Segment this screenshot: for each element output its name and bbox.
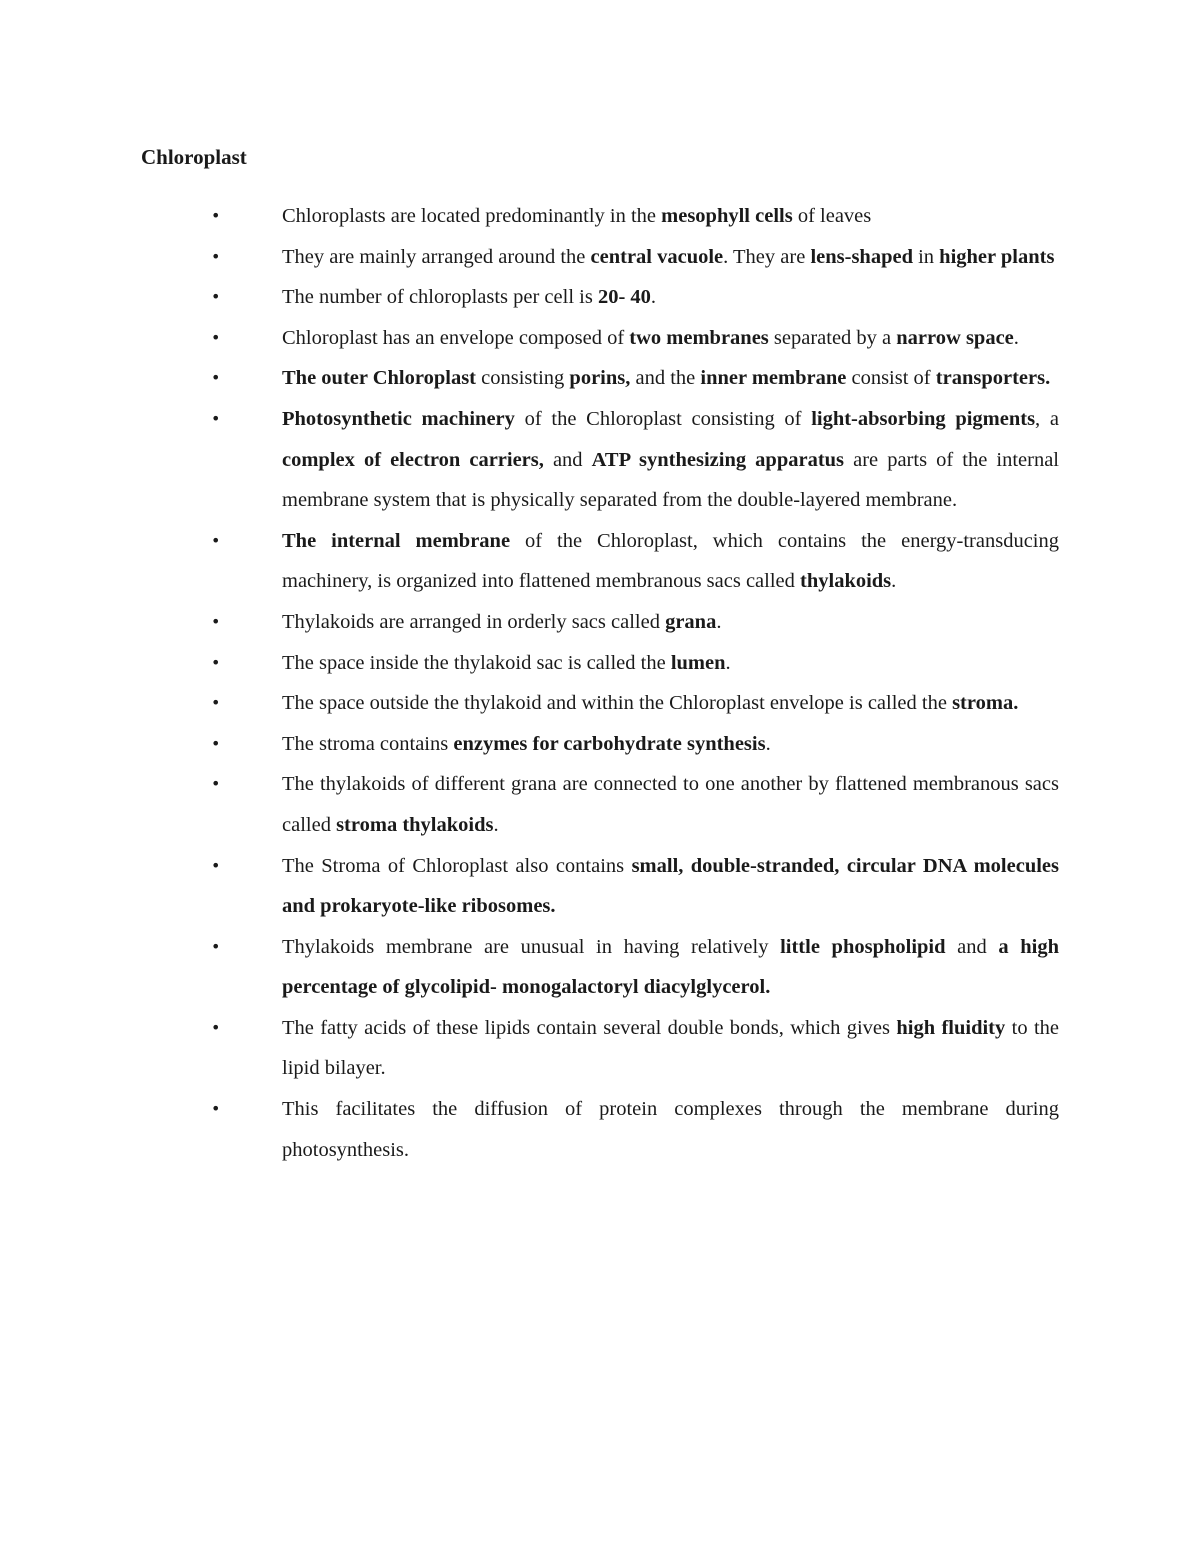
bullet-marker: • <box>211 1017 221 1037</box>
bullet-marker: • <box>211 855 221 875</box>
bullet-text <box>282 692 1018 714</box>
list-item <box>0 196 1059 237</box>
bold-term: a high percentage of glycolipid- monogalactoryl diacylglycerol. <box>282 935 1059 999</box>
bullet-text <box>282 773 1059 836</box>
text-run: . They are <box>723 245 811 268</box>
text-run: The space outside the thylakoid and within the Chloroplast envelope is called the <box>282 692 953 715</box>
text-run: and <box>945 935 999 958</box>
list-item <box>0 602 1059 643</box>
bold-term: The outer Chloroplast <box>282 367 477 390</box>
bold-term: enzymes for carbohydrate synthesis <box>453 732 766 755</box>
text-run: are parts of the internal membrane system that is physically separated from the double-layered membrane. <box>282 448 1059 512</box>
text-run: . <box>716 610 722 633</box>
list-item <box>0 643 1059 684</box>
bullet-text <box>282 286 656 308</box>
text-run: Thylakoids are arranged in orderly sacs called <box>282 610 666 633</box>
bold-term: small, double-stranded, circular DNA molecules and prokaryote-like ribosomes. <box>282 854 1059 918</box>
bold-term: central vacuole <box>590 245 724 268</box>
bold-term: stroma. <box>952 692 1019 715</box>
bullet-text <box>282 611 721 633</box>
text-run: of the Chloroplast consisting of <box>514 407 812 430</box>
bullet-text <box>282 652 731 674</box>
bullet-marker: • <box>211 246 221 266</box>
bullet-marker: • <box>211 327 221 347</box>
bullet-marker: • <box>211 652 221 672</box>
bullet-text <box>282 530 1059 593</box>
text-run: . <box>650 286 657 309</box>
bullet-marker: • <box>211 206 221 225</box>
bold-term: thylakoids <box>800 570 892 593</box>
bold-term: 20- 40 <box>597 286 651 309</box>
bold-term: high fluidity <box>896 1016 1006 1039</box>
bullet-text <box>282 1017 1059 1080</box>
bold-term: complex of electron carriers, <box>282 448 544 471</box>
bold-term: stroma thylakoids <box>336 813 494 836</box>
bullet-text <box>282 936 1059 999</box>
text-run: consist of <box>846 367 936 390</box>
text-run: . <box>493 813 499 836</box>
bold-term: transporters. <box>935 367 1051 390</box>
text-run: The number of chloroplasts per cell is <box>282 286 598 309</box>
bullet-marker: • <box>211 693 221 713</box>
list-item <box>0 1089 1059 1170</box>
text-run: Chloroplast has an envelope composed of <box>282 326 630 349</box>
bold-term: lumen <box>670 651 726 674</box>
list-item <box>0 358 1059 399</box>
list-item <box>0 764 1059 845</box>
text-run: The thylakoids of different grana are connected to one another by flattened membranous sacs called <box>282 773 1059 836</box>
bullet-marker: • <box>211 733 221 753</box>
bullet-marker: • <box>211 408 221 428</box>
bold-term: The internal membrane <box>282 529 511 552</box>
bold-term: inner membrane <box>700 367 847 390</box>
list-item <box>0 399 1059 521</box>
bullet-text <box>282 855 1059 918</box>
bullet-marker: • <box>211 530 221 550</box>
list-item <box>0 521 1059 602</box>
bullet-marker: • <box>211 368 221 388</box>
bullet-marker: • <box>211 774 221 794</box>
text-run: . <box>1013 326 1019 349</box>
list-item <box>0 318 1059 359</box>
page-title: Chloroplast <box>141 145 247 169</box>
list-item <box>0 846 1059 927</box>
bullet-marker: • <box>211 1099 221 1119</box>
bold-term: two membranes <box>629 326 769 349</box>
text-run: Chloroplasts are located predominantly in the <box>282 205 662 227</box>
bullet-text <box>282 733 771 755</box>
list-item <box>0 724 1059 765</box>
text-run: The space inside the thylakoid sac is called the <box>282 651 671 674</box>
text-run: This facilitates the diffusion of protein complexes through the membrane during photosynthesis. <box>282 1098 1059 1161</box>
text-run: separated by a <box>768 326 897 349</box>
bullet-text <box>282 1098 1059 1161</box>
bold-term: grana <box>665 610 717 633</box>
list-item <box>0 683 1059 724</box>
text-run: , a <box>1035 407 1059 430</box>
bullet-text <box>282 367 1050 389</box>
text-run: Thylakoids membrane are unusual in having relatively <box>282 935 781 958</box>
text-run: and <box>543 448 592 471</box>
text-run: The Stroma of Chloroplast also contains <box>282 854 632 877</box>
bullet-marker: • <box>211 287 221 307</box>
bold-term: mesophyll cells <box>661 205 793 227</box>
text-run: in <box>912 245 940 268</box>
bold-term: light-absorbing pigments <box>811 407 1036 430</box>
list-item <box>0 927 1059 1008</box>
bold-term: narrow space <box>896 326 1014 349</box>
text-run: consisting <box>476 367 570 390</box>
bullet-text <box>282 205 871 227</box>
text-run: . <box>891 570 897 593</box>
bullet-text <box>282 408 1059 511</box>
text-run: to the lipid bilayer. <box>282 1016 1059 1080</box>
text-run: The fatty acids of these lipids contain several double bonds, which gives <box>282 1016 897 1039</box>
text-run: and the <box>630 367 701 390</box>
bold-term: ATP synthesizing apparatus <box>591 448 845 471</box>
list-item <box>0 1008 1059 1089</box>
text-run: of the Chloroplast, which contains the energy-transducing machinery, is organized into flattened membranous sacs called <box>282 529 1059 593</box>
bullet-marker: • <box>211 611 221 631</box>
bold-term: lens-shaped <box>810 245 913 268</box>
text-run: . <box>725 651 731 674</box>
list-item <box>0 237 1059 278</box>
text-run: of leaves <box>792 205 872 227</box>
bullet-text <box>282 246 1054 268</box>
bullet-list <box>0 196 1200 1170</box>
text-run: . <box>765 732 771 755</box>
list-item <box>0 277 1059 318</box>
bold-term: Photosynthetic machinery <box>282 407 515 430</box>
text-run: The stroma contains <box>282 732 454 755</box>
bullet-marker: • <box>211 936 221 956</box>
bold-term: higher plants <box>939 245 1055 268</box>
text-run: They are mainly arranged around the <box>282 245 591 268</box>
bold-term: porins, <box>569 367 631 390</box>
bullet-text <box>282 327 1019 349</box>
bold-term: little phospholipid <box>780 935 946 958</box>
